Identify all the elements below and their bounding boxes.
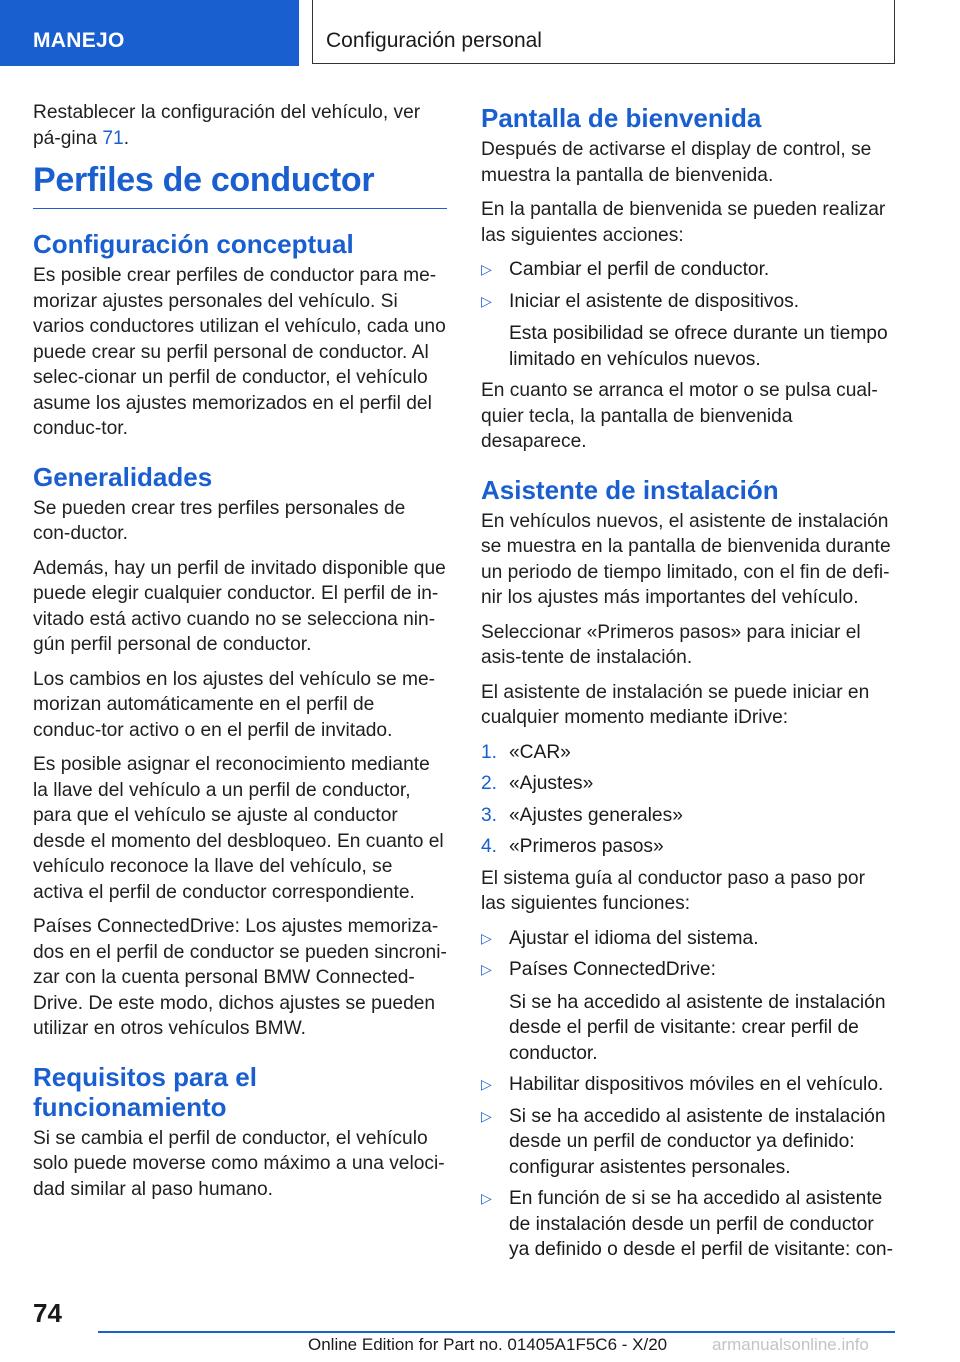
- watermark: armanualsonline.info: [712, 1335, 869, 1354]
- chapter-title: Configuración personal: [312, 0, 895, 64]
- intro-text: Restablecer la configuración del vehículo, ver pá-gina: [33, 102, 421, 149]
- welcome-paragraph-1: Después de activarse el display de control, se muestra la pantalla de bienvenida.: [481, 139, 872, 186]
- step-text: «Ajustes»: [509, 773, 594, 794]
- welcome-paragraph-3: En cuanto se arranca el motor o se pulsa cual-quier tecla, la pantalla de bienvenida desaparece.: [481, 380, 878, 452]
- triangle-bullet-icon: ▷: [481, 1076, 492, 1092]
- welcome-list: [481, 257, 893, 372]
- right-column: [481, 100, 893, 1269]
- general-paragraph-3: Los cambios en los ajustes del vehículo se me-morizan automáticamente en el perfil de conduc-tor activo o en el perfil de invitado.: [33, 668, 436, 741]
- assistant-paragraph-4: El sistema guía al conductor paso a paso por las siguientes funciones:: [481, 867, 865, 914]
- step-item: [481, 771, 893, 797]
- general-paragraph-5: Países ConnectedDrive: Los ajustes memoriza-dos en el perfil de conductor se pueden sincroni-zar con la cuenta personal BMW Connected-Drive. De este modo, dichos ajustes se pueden utilizar en otros vehículos BMW.: [33, 916, 447, 1039]
- page-header: [0, 0, 960, 66]
- assistant-paragraph-2: Seleccionar «Primeros pasos» para iniciar el asis-tente de instalación.: [481, 621, 861, 668]
- list-item: [481, 1072, 893, 1098]
- list-item-text: Iniciar el asistente de dispositivos.: [509, 290, 800, 312]
- section-tab: MANEJO: [0, 0, 299, 66]
- step-text: «Ajustes generales»: [509, 804, 683, 826]
- triangle-bullet-icon: ▷: [481, 292, 492, 309]
- assistant-paragraph-3: El asistente de instalación se puede iniciar en cualquier momento mediante iDrive:: [481, 681, 870, 728]
- list-item-text: Ajustar el idioma del sistema.: [509, 927, 759, 949]
- step-number: 1.: [481, 741, 498, 763]
- step-text: «CAR»: [509, 741, 571, 763]
- general-paragraph-2: Además, hay un perfil de invitado disponible que puede elegir cualquier conductor. El perfil de in-vitado está activo cuando no se selecciona nin-gún perfil personal de conductor.: [33, 557, 446, 655]
- step-number: 4.: [481, 836, 498, 857]
- step-item: [481, 740, 893, 766]
- list-item: [481, 957, 893, 1066]
- step-item: [481, 834, 893, 860]
- main-title: Perfiles de conductor: [33, 161, 447, 209]
- step-item: [481, 803, 893, 829]
- page-link[interactable]: 71: [102, 127, 124, 149]
- steps-list: [481, 740, 893, 860]
- edition-note: Online Edition for Part no. 01405A1F5C6 - X/20: [308, 1335, 668, 1354]
- concept-paragraph: Es posible crear perfiles de conductor para me-morizar ajustes personales del vehículo. Si varios conductores utilizan el vehículo, cada uno puede crear su perfil personal de conductor. Al selec-cionar un perfil de conductor, el vehículo asume los ajustes memorizados en el perfil del conduc-tor.: [33, 265, 446, 439]
- general-paragraph-1: Se pueden crear tres perfiles personales de con-ductor.: [33, 497, 406, 544]
- list-item: [481, 926, 893, 952]
- step-number: 3.: [481, 804, 498, 826]
- intro-paragraph: [33, 100, 447, 151]
- welcome-heading: Pantalla de bienvenida: [481, 103, 762, 133]
- list-item-text: Países ConnectedDrive:: [509, 959, 716, 980]
- list-item-text: Habilitar dispositivos móviles en el vehículo.: [509, 1074, 884, 1095]
- triangle-bullet-icon: ▷: [481, 261, 492, 277]
- list-item: [481, 289, 893, 373]
- concept-heading: Configuración conceptual: [33, 229, 354, 259]
- intro-end: .: [123, 127, 130, 149]
- triangle-bullet-icon: ▷: [481, 1107, 492, 1124]
- list-item: [481, 1186, 893, 1263]
- list-item: [481, 1104, 893, 1181]
- requirements-paragraph: Si se cambia el perfil de conductor, el vehículo solo puede moverse como máximo a una veloci-dad similar al paso humano.: [33, 1127, 445, 1200]
- footer-divider: [98, 1331, 895, 1333]
- triangle-bullet-icon: ▷: [481, 929, 492, 946]
- list-item-text: Cambiar el perfil de conductor.: [509, 259, 770, 280]
- list-item-text: Si se ha accedido al asistente de instalación desde un perfil de conductor ya definido: configurar asistentes personales.: [509, 1105, 886, 1178]
- list-item-text: En función de si se ha accedido al asistente de instalación desde un perfil de conductor ya definido o desde el perfil de visitante: con-: [509, 1188, 893, 1260]
- list-item-note: Si se ha accedido al asistente de instalación desde el perfil de visitante: crear perfil de conductor.: [509, 991, 886, 1064]
- step-number: 2.: [481, 773, 498, 794]
- step-text: «Primeros pasos»: [509, 836, 664, 857]
- list-item-note: Esta posibilidad se ofrece durante un tiempo limitado en vehículos nuevos.: [509, 323, 888, 370]
- assistant-heading: Asistente de instalación: [481, 474, 779, 505]
- page-number: 74: [33, 1298, 62, 1328]
- functions-list: [481, 926, 893, 1263]
- triangle-bullet-icon: ▷: [481, 961, 492, 977]
- left-column: [33, 100, 447, 1211]
- triangle-bullet-icon: ▷: [481, 1190, 492, 1206]
- general-paragraph-4: Es posible asignar el reconocimiento mediante la llave del vehículo a un perfil de conductor, para que el vehículo se ajuste al conductor desde el momento del desbloqueo. En cuanto el vehículo reconoce la llave del vehículo, se activa el perfil de conductor correspondiente.: [33, 754, 444, 903]
- assistant-paragraph-1: En vehículos nuevos, el asistente de instalación se muestra en la pantalla de bienvenida durante un periodo de tiempo limitado, con el fin de defi-nir los ajustes más importantes del vehículo.: [481, 510, 891, 608]
- general-heading: Generalidades: [33, 461, 213, 492]
- welcome-paragraph-2: En la pantalla de bienvenida se pueden realizar las siguientes acciones:: [481, 199, 886, 246]
- requirements-heading: Requisitos para el funcionamiento: [33, 1061, 257, 1122]
- list-item: [481, 257, 893, 283]
